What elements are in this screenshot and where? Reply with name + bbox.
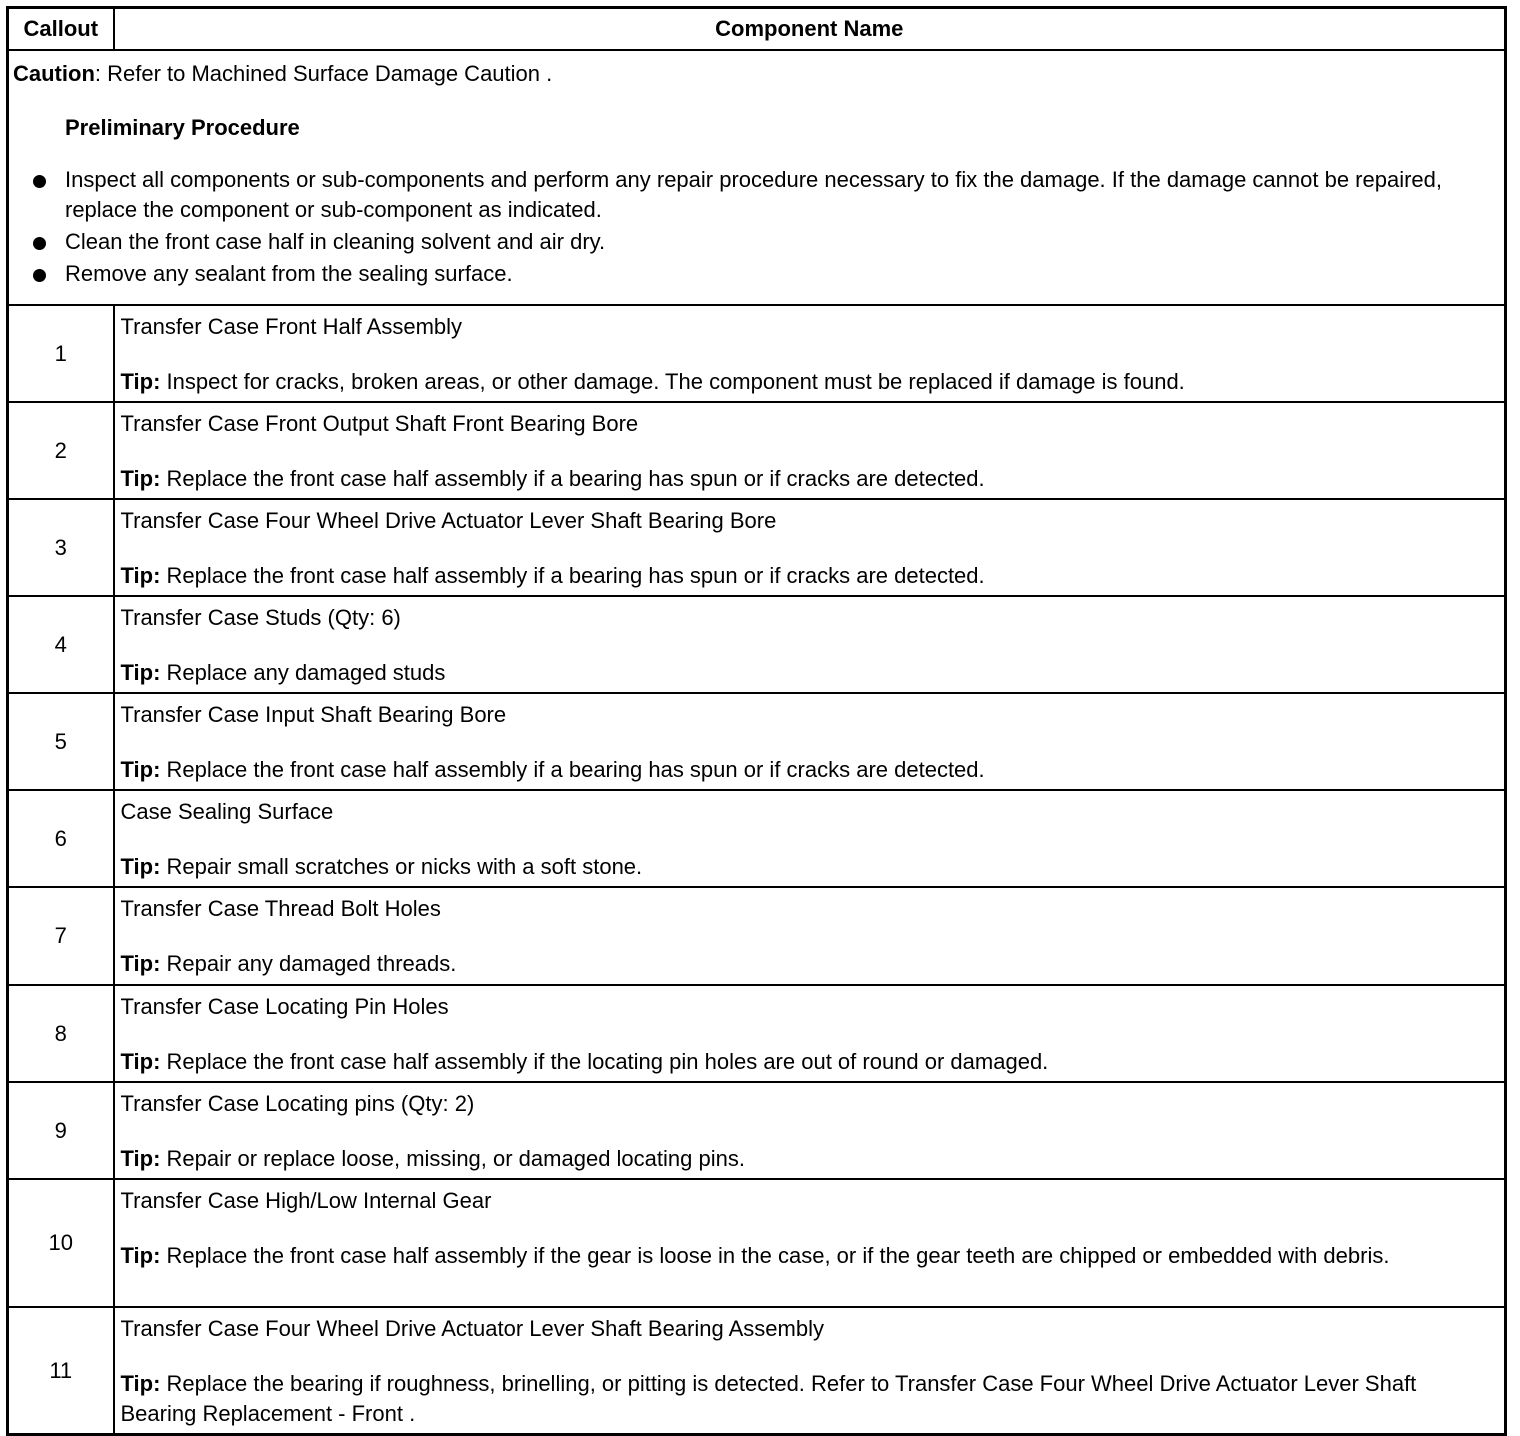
component-tip — [121, 1047, 1499, 1077]
component-cell — [114, 1082, 1506, 1179]
callout-number: 9 — [8, 1082, 114, 1179]
tip-label: Tip: — [120, 563, 161, 588]
caution-row — [8, 50, 1506, 305]
component-name-header: Component Name — [114, 8, 1506, 51]
table-row — [8, 985, 1506, 1082]
caution-cell — [8, 50, 1506, 305]
table-row — [8, 1082, 1506, 1179]
procedure-bullet: Remove any sealant from the sealing surface. — [13, 259, 1500, 289]
component-name: Transfer Case Input Shaft Bearing Bore — [120, 702, 507, 727]
callout-number: 3 — [8, 499, 114, 596]
procedure-bullet: Inspect all components or sub-components and perform any repair procedure necessary to fix the damage. If the damage cannot be repaired, replace the component or sub-component as indicated. — [13, 165, 1500, 225]
component-name: Transfer Case Four Wheel Drive Actuator Lever Shaft Bearing Assembly — [120, 1316, 824, 1341]
tip-label: Tip: — [120, 1146, 161, 1171]
component-tip — [121, 367, 1499, 397]
component-name: Transfer Case Locating Pin Holes — [120, 994, 449, 1019]
component-name: Case Sealing Surface — [120, 799, 334, 824]
component-tip — [121, 1241, 1499, 1271]
component-cell — [114, 985, 1506, 1082]
tip-label: Tip: — [120, 369, 161, 394]
component-tip — [121, 852, 1499, 882]
table-row — [8, 305, 1506, 402]
tip-label: Tip: — [120, 466, 161, 491]
component-cell — [114, 693, 1506, 790]
tip-text: Replace any damaged studs — [160, 660, 446, 685]
tip-label: Tip: — [120, 1243, 161, 1268]
callout-number: 8 — [8, 985, 114, 1082]
callout-header: Callout — [8, 8, 114, 51]
component-name: Transfer Case Four Wheel Drive Actuator Lever Shaft Bearing Bore — [120, 508, 777, 533]
tip-text: Inspect for cracks, broken areas, or other damage. The component must be replaced if damage is found. — [160, 369, 1185, 394]
header-row — [8, 8, 1506, 51]
component-cell — [114, 1307, 1506, 1435]
component-cell — [114, 402, 1506, 499]
tip-text: Replace the front case half assembly if the locating pin holes are out of round or damaged. — [160, 1049, 1049, 1074]
caution-text: : Refer to Machined Surface Damage Caution . — [94, 61, 553, 86]
component-name: Transfer Case High/Low Internal Gear — [120, 1188, 492, 1213]
tip-text: Replace the front case half assembly if a bearing has spun or if cracks are detected. — [160, 466, 985, 491]
callout-number: 2 — [8, 402, 114, 499]
table-row — [8, 1179, 1506, 1307]
callout-number: 11 — [8, 1307, 114, 1435]
table-row — [8, 499, 1506, 596]
component-tip — [121, 561, 1499, 591]
tip-text: Repair any damaged threads. — [160, 951, 457, 976]
table-row — [8, 1307, 1506, 1435]
component-name: Transfer Case Front Output Shaft Front Bearing Bore — [120, 411, 639, 436]
component-cell — [114, 1179, 1506, 1307]
tip-label: Tip: — [120, 951, 161, 976]
tip-text: Replace the front case half assembly if the gear is loose in the case, or if the gear teeth are chipped or embedded with debris. — [160, 1243, 1390, 1268]
component-tip — [121, 949, 1499, 979]
component-cell — [114, 887, 1506, 985]
tip-label: Tip: — [120, 660, 161, 685]
caution-label: Caution — [13, 61, 95, 86]
table-row — [8, 693, 1506, 790]
table-row — [8, 402, 1506, 499]
callout-number: 6 — [8, 790, 114, 887]
procedure-list — [13, 165, 1500, 289]
component-tip — [121, 464, 1499, 494]
component-tip — [121, 1369, 1499, 1429]
tip-text: Repair or replace loose, missing, or damaged locating pins. — [160, 1146, 745, 1171]
tip-text: Repair small scratches or nicks with a soft stone. — [160, 854, 643, 879]
procedure-title: Preliminary Procedure — [65, 115, 300, 140]
callout-number: 5 — [8, 693, 114, 790]
component-name: Transfer Case Studs (Qty: 6) — [120, 605, 401, 630]
tip-label: Tip: — [120, 757, 161, 782]
tip-text: Replace the front case half assembly if a bearing has spun or if cracks are detected. — [160, 757, 985, 782]
tip-label: Tip: — [120, 854, 161, 879]
component-tip — [121, 1144, 1499, 1174]
tip-label: Tip: — [120, 1371, 161, 1396]
component-tip — [121, 658, 1499, 688]
tip-text: Replace the front case half assembly if a bearing has spun or if cracks are detected. — [160, 563, 985, 588]
callout-number: 1 — [8, 305, 114, 402]
caution-line — [13, 59, 1500, 89]
table-row — [8, 596, 1506, 693]
component-cell — [114, 499, 1506, 596]
table-row — [8, 790, 1506, 887]
callout-number: 4 — [8, 596, 114, 693]
procedure-bullet: Clean the front case half in cleaning solvent and air dry. — [13, 227, 1500, 257]
component-name: Transfer Case Thread Bolt Holes — [120, 896, 441, 921]
component-table — [6, 6, 1507, 1436]
component-name: Transfer Case Front Half Assembly — [120, 314, 463, 339]
callout-number: 7 — [8, 887, 114, 985]
component-cell — [114, 305, 1506, 402]
component-cell — [114, 790, 1506, 887]
component-tip — [121, 755, 1499, 785]
component-cell — [114, 596, 1506, 693]
tip-text: Replace the bearing if roughness, brinelling, or pitting is detected. Refer to Transfer Case Four Wheel Drive Actuator Lever Shaft Bearing Replacement - Front . — [120, 1371, 1417, 1426]
callout-number: 10 — [8, 1179, 114, 1307]
table-row — [8, 887, 1506, 985]
tip-label: Tip: — [120, 1049, 161, 1074]
component-name: Transfer Case Locating pins (Qty: 2) — [120, 1091, 475, 1116]
